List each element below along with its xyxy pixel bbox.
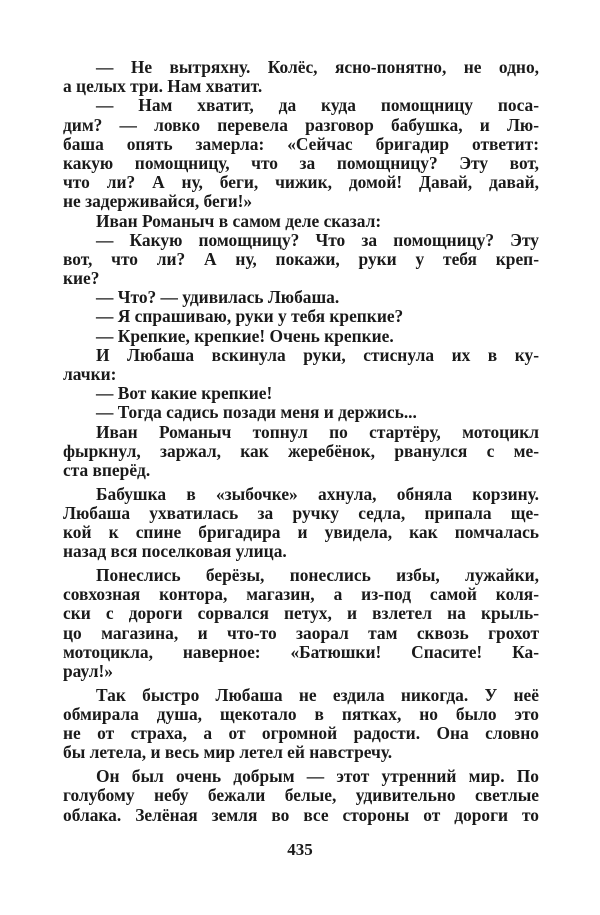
text-line: Он был очень добрым — этот утренний мир. По [96, 766, 539, 787]
text-line: — Тогда садись позади меня и держись... [96, 402, 417, 423]
text-line: Любаша ухватилась за ручку седла, припала ще- [63, 502, 539, 523]
text-line: Понеслись берёзы, понеслись избы, лужайки, [96, 565, 539, 586]
text-line: — Вот какие крепкие! [96, 383, 273, 404]
text-line: — Нам хватит, да куда помощницу поса- [96, 95, 539, 116]
paragraph [63, 307, 539, 326]
text-line: — Не вытряхну. Колёс, ясно-понятно, не одно, [96, 57, 539, 77]
text-line: назад вся поселковая улица. [63, 541, 287, 562]
text-line: обмирала душа, щекотало в пятках, но было это [63, 703, 539, 724]
text-section [63, 58, 539, 480]
paragraph [63, 288, 539, 307]
text-line: цо магазина, и что-то заорал там сквозь грохот [63, 622, 539, 643]
text-line: кие? [63, 268, 100, 289]
text-line: — Я спрашиваю, руки у тебя крепкие? [96, 306, 404, 327]
text-line: — Какую помощницу? Что за помощницу? Эту [96, 229, 539, 250]
text-line: фыркнул, заржал, как жеребёнок, рванулся с ме- [63, 440, 539, 461]
paragraph [63, 212, 539, 231]
text-line: И Любаша вскинула руки, стиснула их в ку- [96, 344, 539, 365]
text-line: не задерживайся, беги!» [63, 191, 253, 212]
text-line: мотоцикла, наверное: «Батюшки! Спасите! Ка- [63, 641, 539, 662]
text-section [63, 566, 539, 681]
text-line: какую помощницу, что за помощницу? Эту вот, [63, 152, 539, 173]
page-number: 435 [287, 840, 313, 859]
text-line: — Что? — удивилась Любаша. [96, 287, 340, 308]
text-line: лачки: [63, 364, 117, 384]
text-line: а целых три. Нам хватит. [63, 76, 263, 97]
text-line: раул!» [63, 661, 113, 681]
paragraph [63, 767, 539, 825]
paragraph [63, 384, 539, 403]
text-line: ски с дороги сорвался петух, и взлетел на крыль- [63, 603, 539, 624]
text-line: ста вперёд. [63, 459, 151, 480]
paragraph [63, 346, 539, 384]
paragraph [63, 423, 539, 481]
text-line: не от страха, а от огромной радости. Она словно [63, 723, 539, 744]
text-line: Так быстро Любаша не ездила никогда. У неё [96, 684, 539, 705]
text-section [63, 767, 539, 825]
book-page-text [63, 58, 539, 829]
text-line: бы летела, и весь мир летел ей навстречу. [63, 742, 393, 763]
text-line: Бабушка в «зыбочке» ахнула, обняла корзину. [96, 483, 539, 504]
text-line: голубому небу бежали белые, удивительно светлые [63, 785, 539, 806]
text-line: Иван Романыч топнул по стартёру, мотоцикл [96, 421, 539, 442]
paragraph [63, 96, 539, 211]
text-line: что ли? А ну, беги, чижик, домой! Давай, давай, [63, 172, 539, 193]
paragraph [63, 566, 539, 681]
text-line: совхозная контора, магазин, а из-под самой коля- [63, 584, 539, 605]
paragraph [63, 327, 539, 346]
paragraph [63, 231, 539, 289]
text-line: кой к спине бригадира и увидела, как помчалась [63, 522, 539, 543]
paragraph [63, 403, 539, 422]
text-line: дим? — ловко перевела разговор бабушка, и Лю- [63, 114, 539, 135]
text-section [63, 686, 539, 763]
text-section [63, 485, 539, 562]
text-line: Иван Романыч в самом деле сказал: [96, 210, 382, 231]
text-line: — Крепкие, крепкие! Очень крепкие. [96, 325, 394, 346]
text-line: облака. Зелёная земля во все стороны от дороги то [63, 804, 539, 825]
paragraph [63, 58, 539, 96]
text-line: баша опять замерла: «Сейчас бригадир ответит: [63, 133, 539, 154]
paragraph [63, 686, 539, 763]
text-line: вот, что ли? А ну, покажи, руки у тебя креп- [63, 248, 539, 269]
paragraph [63, 485, 539, 562]
